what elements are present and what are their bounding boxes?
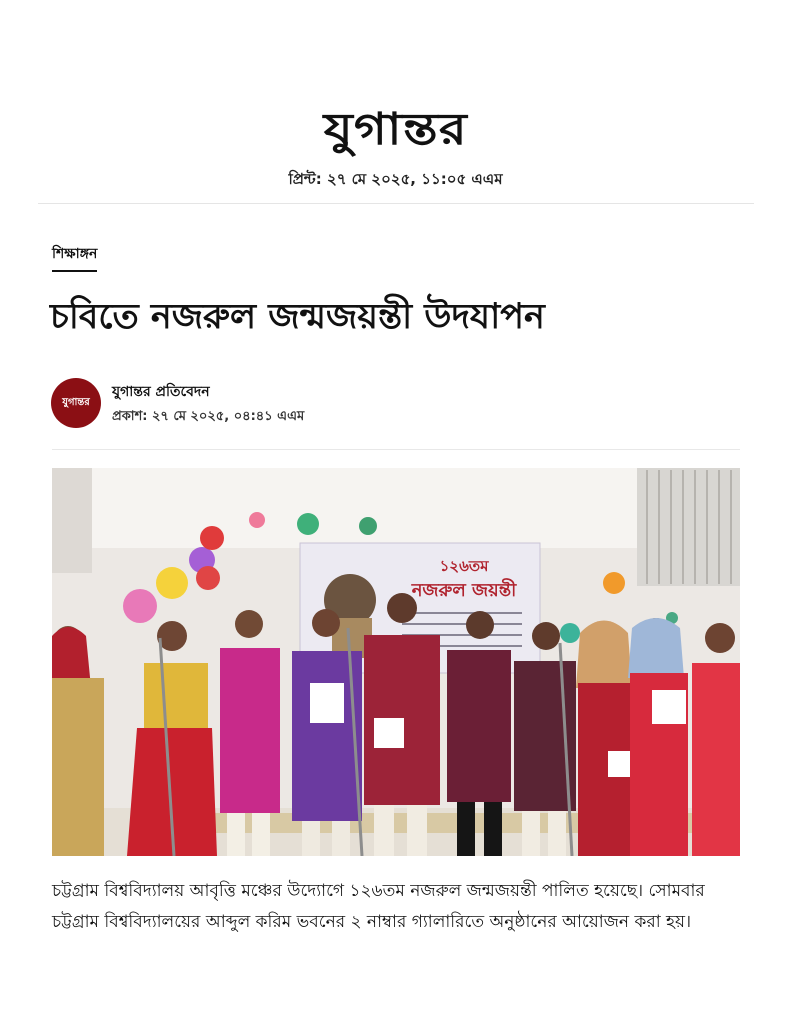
article-body xyxy=(52,876,752,938)
article-photo xyxy=(52,468,740,856)
site-logo[interactable]: যুগান্তর xyxy=(323,104,468,155)
photo-illustration xyxy=(52,468,740,856)
banner-line-1: ১২৬তম xyxy=(439,557,489,575)
header-divider xyxy=(38,203,754,204)
author-avatar: যুগান্তর xyxy=(51,378,101,428)
masthead xyxy=(0,100,791,160)
print-date: প্রিন্ট: ২৭ মে ২০২৫, ১১:০৫ এএম xyxy=(288,170,503,188)
published-date: প্রকাশ: ২৭ মে ২০২৫, ০৪:৪১ এএম xyxy=(112,409,305,424)
byline-divider xyxy=(52,449,740,450)
banner-line-2: নজরুল জয়ন্তী xyxy=(411,580,517,601)
category-link[interactable]: শিক্ষাঙ্গন xyxy=(52,242,97,272)
window-vent-right xyxy=(637,468,740,586)
author-name[interactable]: যুগান্তর প্রতিবেদন xyxy=(112,384,210,400)
article-paragraph: চট্টগ্রাম বিশ্ববিদ্যালয় আবৃত্তি মঞ্চের উদ্যোগে ১২৬তম নজরুল জন্মজয়ন্তী পালিত হয়েছে। সোমবার চট্টগ্রাম বিশ্ববিদ্যালয়ের আব্দুল করিম ভবনের ২ নাম্বার গ্যালারিতে অনুষ্ঠানের আয়োজন করা হয়। xyxy=(52,881,705,932)
article-headline: চবিতে নজরুল জন্মজয়ন্তী উদযাপন xyxy=(50,297,545,337)
